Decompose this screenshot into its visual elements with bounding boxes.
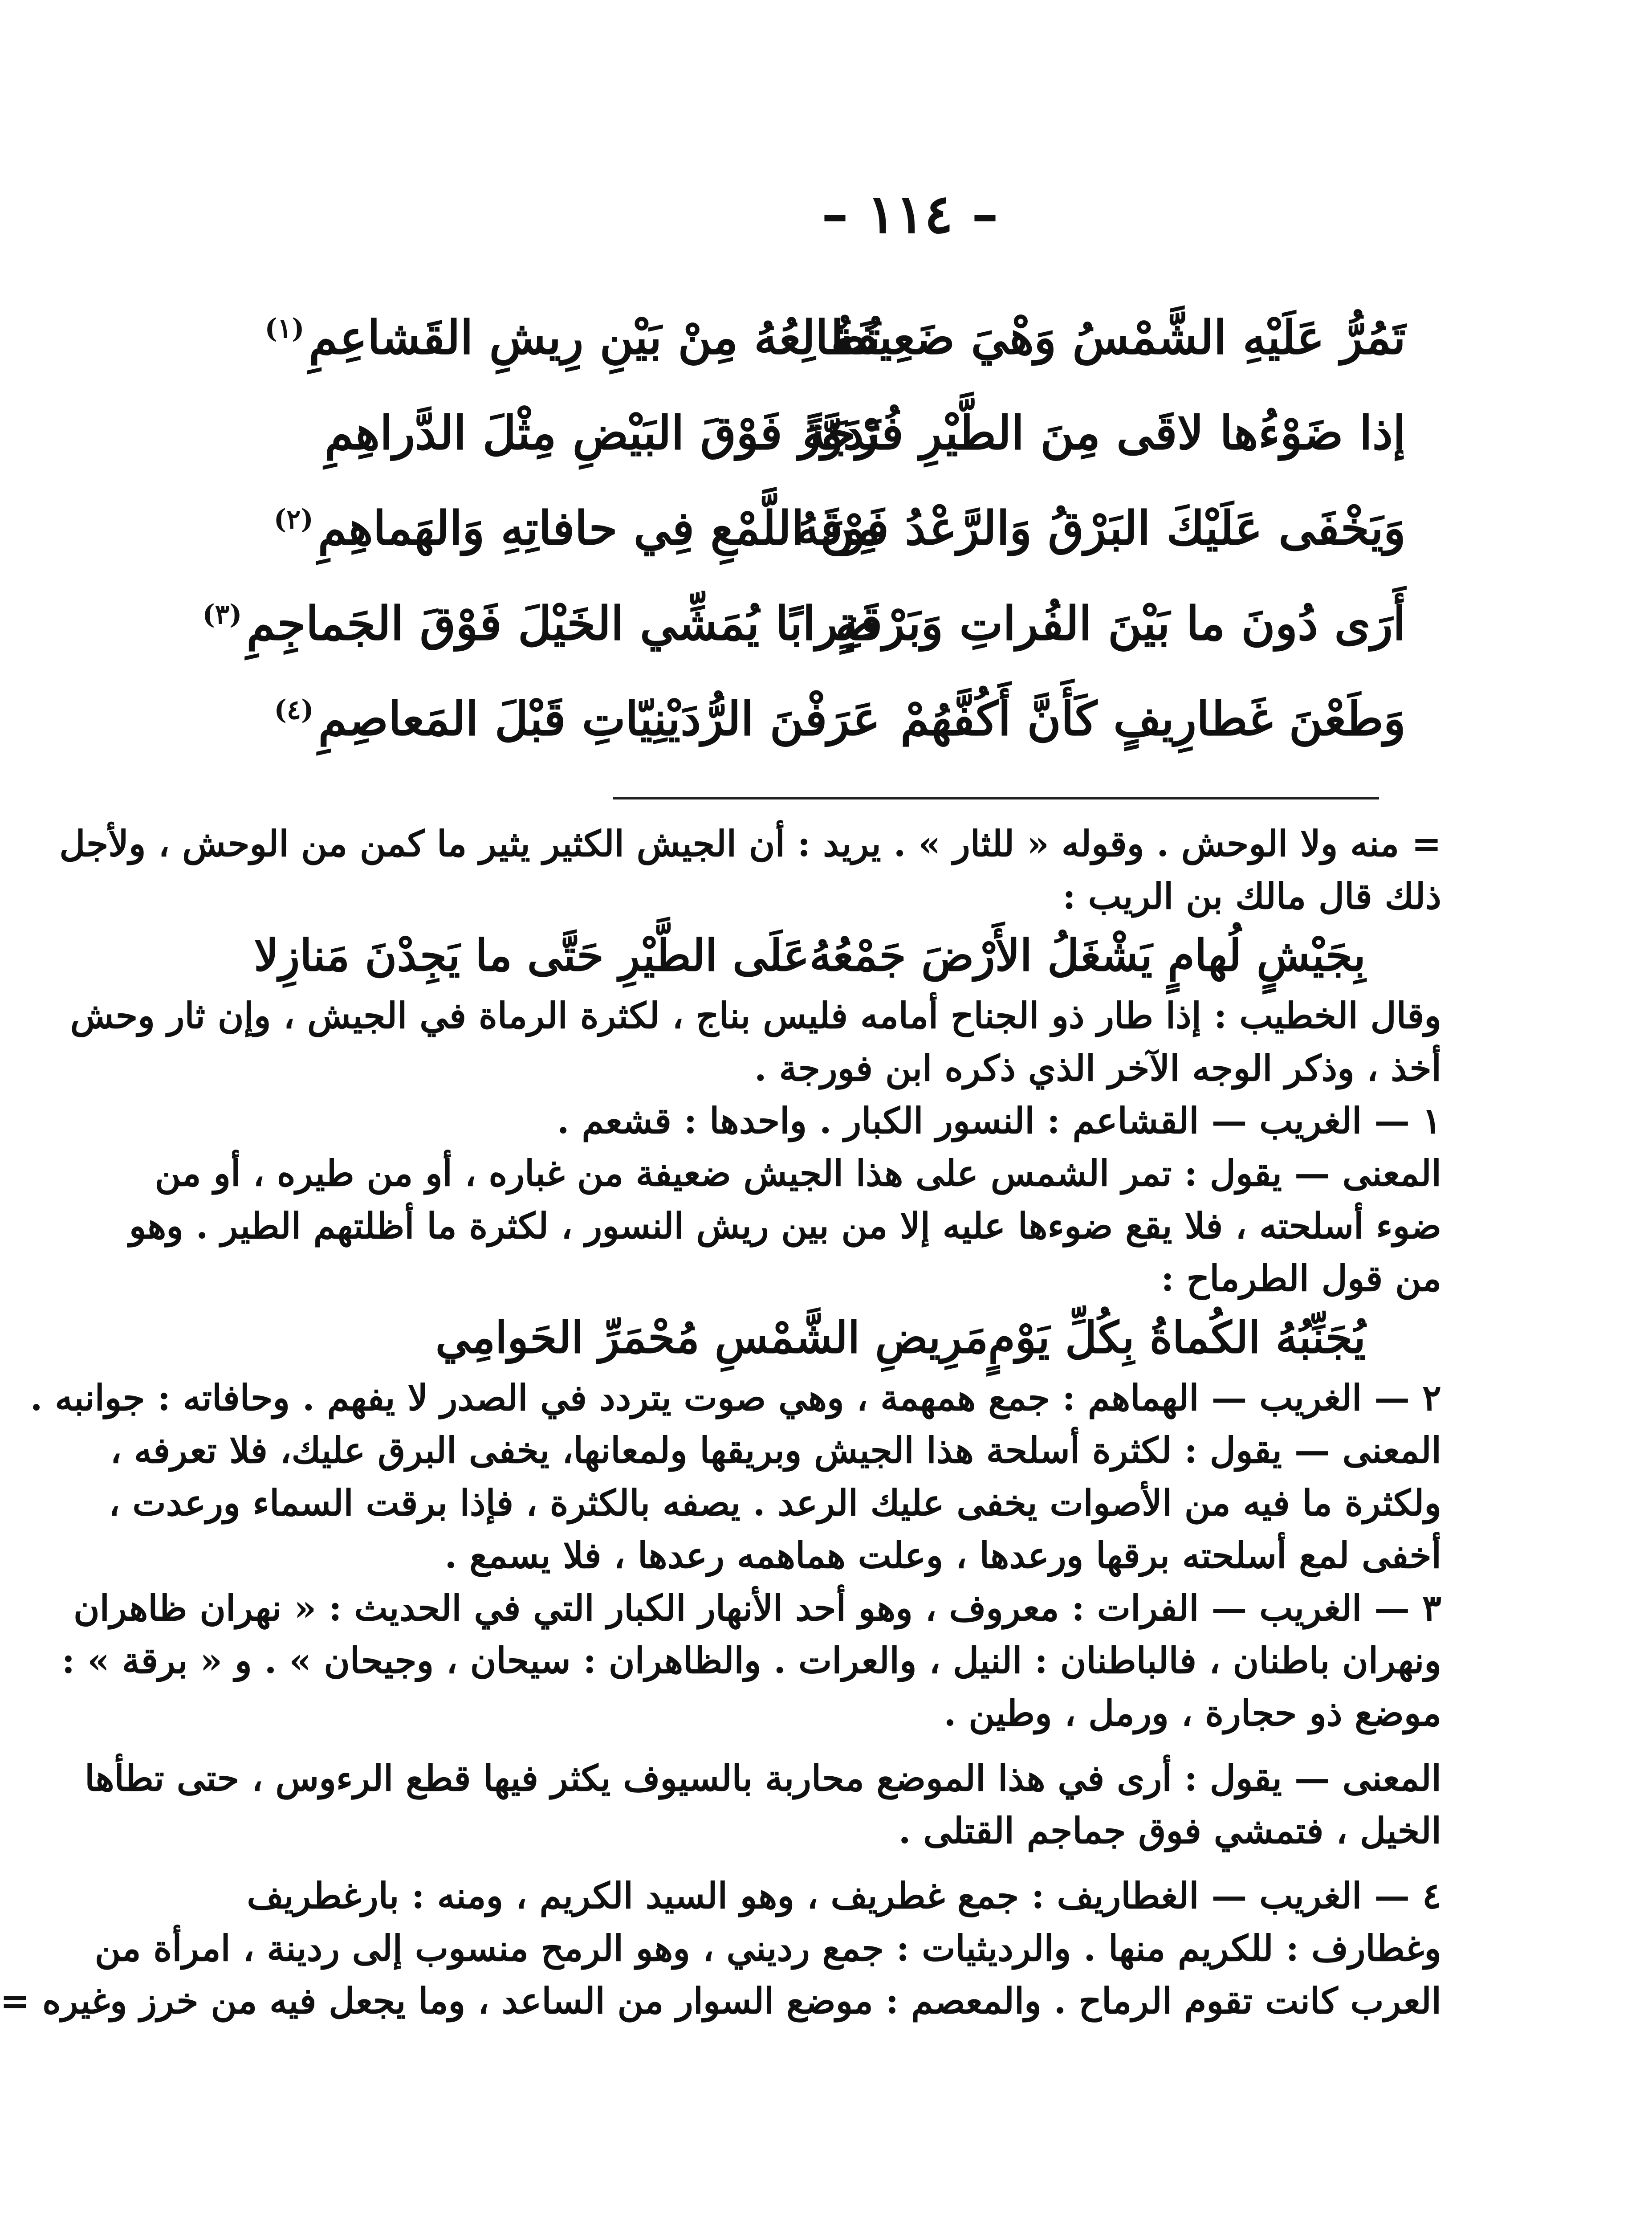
verse-1-first-hemistich: تَمُرُّ عَلَيْهِ الشَّمْسُ وَهْيَ ضَعِيفَةٌ [831,310,1406,365]
quoted-verse-tirimmah [382,1305,1441,1371]
commentary-line: وقال الخطيب : إذا طار ذو الجناح أمامه فليس بناج ، لكثرة الرماة في الجيش ، وإن ثار وحش [70,995,1441,1036]
verse-1-second-hemistich [264,310,880,365]
commentary-line: = منه ولا الوحش . وقوله « للثار » . يريد : أن الجيش الكثير يثير ما كمن من الوحش ، ولأجل [59,823,1441,865]
commentary-line: ولكثرة ما فيه من الأصوات يخفى عليك الرعد . يصفه بالكثرة ، فإذا برقت السماء ورعدت ، [108,1482,1441,1524]
quoted-verse-first: يُجَنِّبُهُ الكُماةُ بِكُلِّ يَوْمٍ [988,1312,1366,1363]
footnote-divider [613,797,1379,799]
commentary-line: ذلك قال مالك بن الريب : [1062,875,1441,917]
commentary-line: ضوء أسلحته ، فلا يقع ضوءها عليه إلا من بين ريش النسور ، لكثرة ما أظلتهم الطير . وهو [129,1205,1441,1247]
footnote-ref-4: (٤) [274,694,314,726]
verse-3-second-text: مِنَ اللَّمْعِ فِي حافاتِهِ وَالهَماهِمِ [317,500,880,555]
commentary-line: الخيل ، فتمشي فوق جماجم القتلى . [898,1810,1441,1852]
verse-2 [325,385,1406,480]
commentary-line: أخذ ، وذكر الوجه الآخر الذي ذكره ابن فورجة . [754,1047,1441,1089]
note-3-gharib: ٣ — الغريب — الفرات : معروف ، وهو أحد الأنهار الكبار التي في الحديث : « نهران ظاهران [73,1587,1441,1629]
page-number: – ١١٤ – [822,183,998,245]
verse-2-second-text: تَدَوَّرَ فَوْقَ البَيْضِ مِثْلَ الدَّراهِمِ [325,405,880,460]
quoted-verse-second: مَرِيضِ الشَّمْسِ مُحْمَرِّ الحَوامِي [435,1312,989,1363]
verse-4 [202,575,1406,671]
footnote-ref-3: (٣) [202,599,242,630]
commentary-line: موضع ذو حجارة ، ورمل ، وطين . [944,1692,1441,1734]
commentary-line: من قول الطرماح : [1161,1257,1441,1299]
verse-5-first-hemistich: وَطَعْنَ غَطارِيفٍ كَأَنَّ أَكُفَّهُمْ [900,691,1406,746]
note-4-gharib: ٤ — الغريب — الغطاريف : جمع غطريف ، وهو السيد الكريم ، ومنه : بارغطريف [247,1875,1441,1917]
verse-2-second-hemistich [325,405,880,460]
verse-1-second-text: تُطالِعُهُ مِنْ بَيْنِ رِيشِ القَشاعِمِ [309,310,880,365]
verse-3-second-hemistich [273,500,880,555]
commentary-line: ونهران باطنان ، فالباطنان : النيل ، والعرات . والظاهران : سيحان ، وجيحان » . و « برقة » : [61,1640,1441,1681]
footnote-ref-1: (١) [264,313,305,344]
commentary-line: وغطارف : للكريم منها . والرديثيات : جمع رديني ، وهو الرمح منسوب إلى ردينة ، امرأة من [94,1927,1441,1969]
note-1-gharib: ١ — الغريب — القشاعم : النسور الكبار . واحدها : قشعم . [557,1100,1441,1142]
verse-1 [264,290,1406,385]
commentary-line: العرب كانت تقوم الرماح . والمعصم : موضع السوار من الساعد ، وما يجعل فيه من خرز وغيره = [0,1980,1441,2022]
verse-2-first-hemistich: إذا ضَوْءُها لاقَى مِنَ الطَّيْرِ فُرْجَةً [802,405,1406,460]
quoted-verse-malik [254,922,1441,989]
commentary [0,817,1441,2027]
verse-5-second-text: عَرَفْنَ الرُّدَيْنِيّاتِ قَبْلَ المَعاصِمِ [318,691,880,746]
verse-5-second-hemistich [274,691,880,746]
verse-4-second-hemistich [202,595,880,651]
note-1-meaning: المعنى — يقول : تمر الشمس على هذا الجيش ضعيفة من غباره ، أو من طيره ، أو من [155,1152,1441,1194]
verse-5 [274,671,1406,766]
verse-4-first-hemistich: أَرَى دُونَ ما بَيْنَ الفُراتِ وَبَرْقَةٍ [835,595,1406,651]
commentary-line: أخفى لمع أسلحته برقها ورعدها ، وعلت هماهمه رعدها ، فلا يسمع . [444,1534,1441,1576]
verse-3 [273,480,1406,575]
note-3-meaning: المعنى — يقول : أرى في هذا الموضع محاربة بالسيوف يكثر فيها قطع الرءوس ، حتى تطأها [85,1757,1441,1799]
quoted-verse-first: بِجَيْشٍ لُهامٍ يَشْغَلُ الأَرْضَ جَمْعُهُ [809,930,1366,981]
quoted-verse-second: عَلَى الطَّيْرِ حَتَّى ما يَجِدْنَ مَنازِلا [254,930,810,981]
verse-3-first-hemistich: وَيَخْفَى عَلَيْكَ البَرْقُ وَالرَّعْدُ فَوْقَهُ [796,500,1406,555]
note-2-meaning: المعنى — يقول : لكثرة أسلحة هذا الجيش وبريقها ولمعانها، يخفى البرق عليك، فلا تعرفه ، [110,1429,1441,1471]
poem [202,290,1406,766]
note-2-gharib: ٢ — الغريب — الهماهم : جمع همهمة ، وهي صوت يتردد في الصدر لا يفهم . وحافاته : جوانبه . [30,1377,1441,1419]
verse-4-second-text: ضِرابًا يُمَشِّي الخَيْلَ فَوْقَ الجَماجِمِ [246,595,880,651]
footnote-ref-2: (٢) [273,503,313,535]
